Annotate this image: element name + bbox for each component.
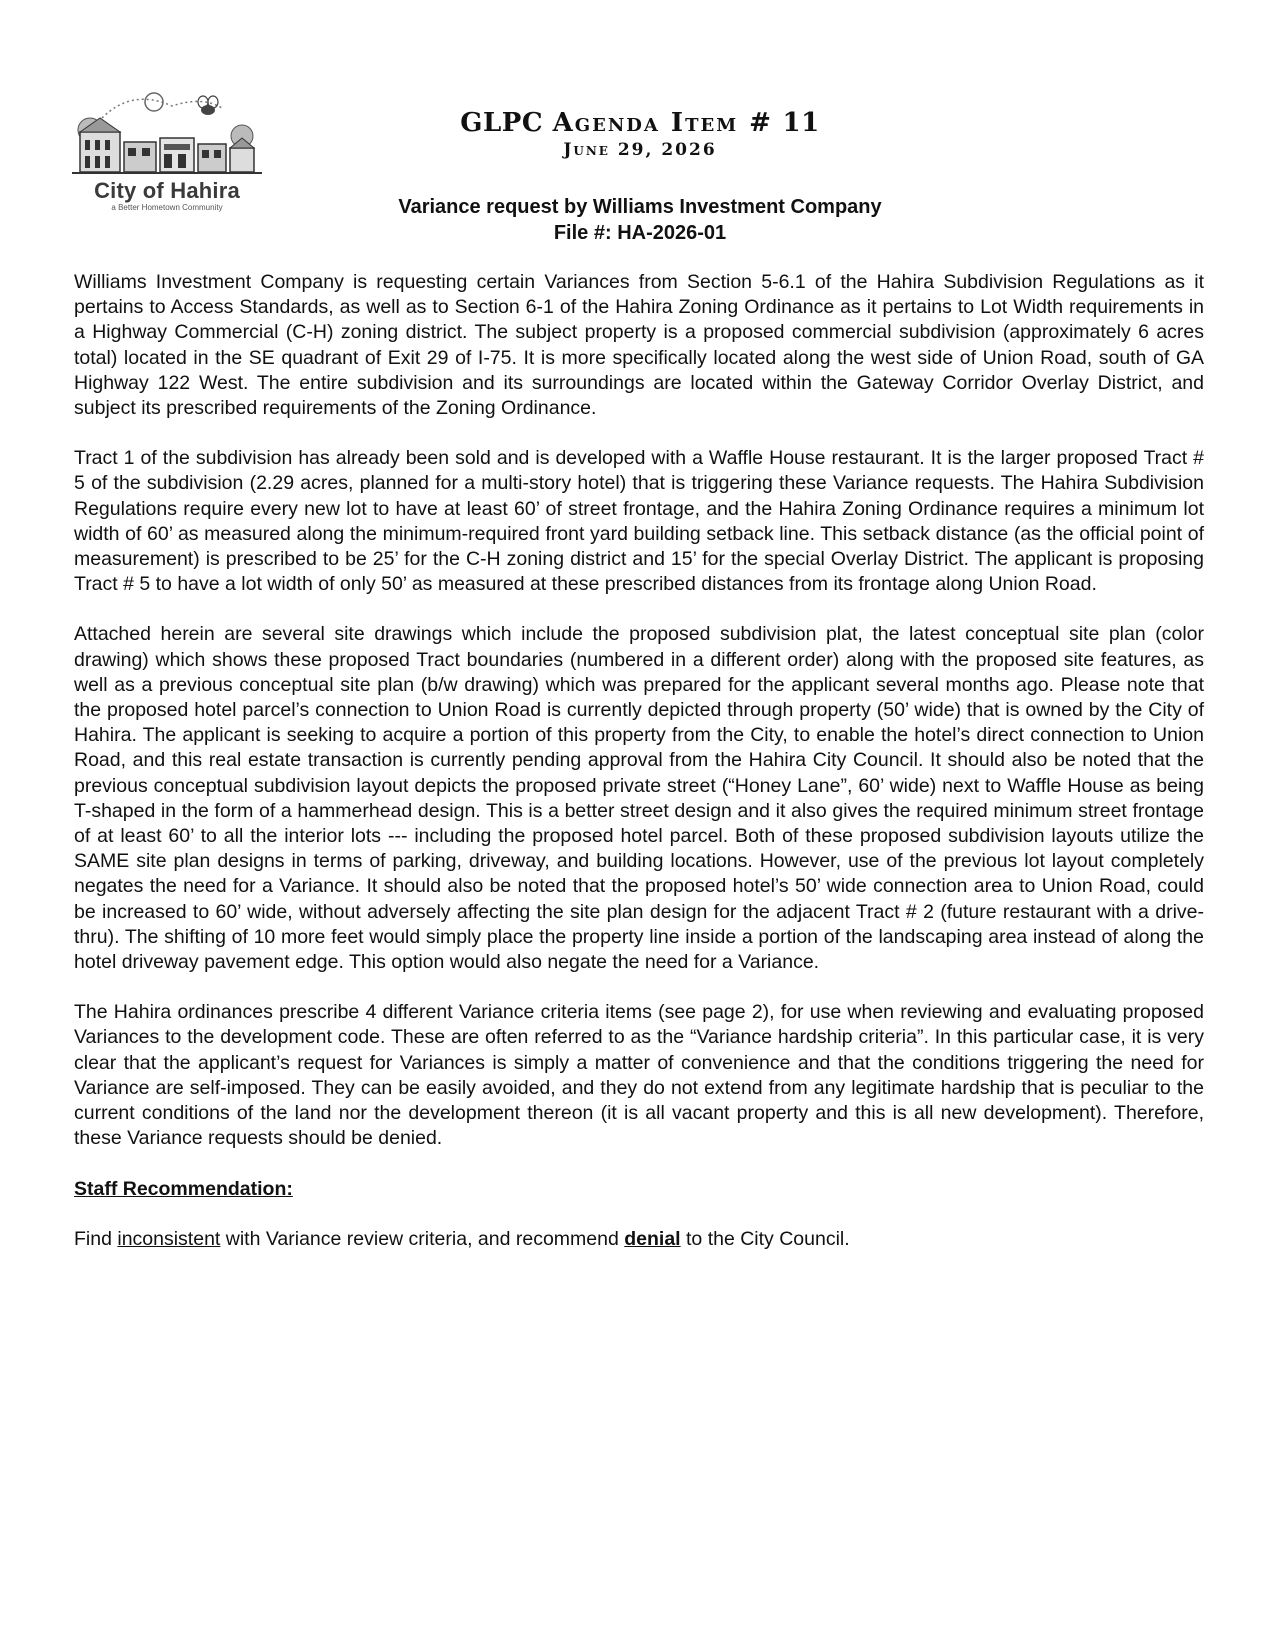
paragraph-tract-details: Tract 1 of the subdivision has already been sold and is developed with a Waffle House restaurant. It is the larger proposed Tract # 5 of the subdivision (2.29 acres, planned for a multi-story hotel) that is triggering these Variance requests. The Hahira Subdivision Regulations require every new lot to have at least 60’ of street frontage, and the Hahira Zoning Ordinance requires a minimum lot width of 60’ as measured along the minimum-required front yard building setback line. This setback distance (as the official point of measurement) is prescribed to be 25’ for the C-H zoning district and 15’ for the special Overlay District. The applicant is proposing Tract # 5 to have a lot width of only 50’ as measured at these prescribed distances from its frontage along Union Road. [74, 447, 1204, 596]
agenda-item-words: Agenda Item # [552, 108, 773, 138]
logo-tagline: a Better Hometown Community [111, 203, 223, 212]
agenda-header [330, 108, 950, 160]
paragraph-request-summary: Williams Investment Company is requesting certain Variances from Section 5-6.1 of the Hahira Subdivision Regulations as it pertains to Access Standards, as well as to Section 6-1 of the Hahira Zoning Ordinance as it pertains to Lot Width requirements in a Highway Commercial (C-H) zoning district. The subject property is a proposed commercial subdivision (approximately 6 acres total) located in the SE quadrant of Exit 29 of I-75. It is more specifically located along the west side of Union Road, south of GA Highway 122 West. The entire subdivision and its surroundings are located within the Gateway Corridor Overlay District, and subject its prescribed requirements of the Zoning Ordinance. [74, 271, 1204, 420]
recommendation-pre: Find [74, 1227, 118, 1250]
recommendation-text [74, 1227, 1204, 1252]
file-number: File #: HA-2026-01 [553, 222, 727, 244]
staff-report-body [74, 270, 1204, 1252]
agenda-prefix: GLPC [460, 108, 544, 138]
recommendation-post: to the City Council. [680, 1227, 850, 1250]
paragraph-site-drawings: Attached herein are several site drawings which include the proposed subdivision plat, the latest conceptual site plan (color drawing) which shows these proposed Tract boundaries (numbered in a different order) along with the proposed site features, as well as a previous conceptual site plan (b/w drawing) which was prepared for the applicant several months ago. Please note that the proposed hotel parcel’s connection to Union Road is currently depicted through property (50’ wide) that is owned by the City of Hahira. The applicant is seeking to acquire a portion of this property from the City, to enable the hotel’s direct connection to Union Road, and this real estate transaction is currently pending approval from the Hahira City Council. It should also be noted that the previous conceptual subdivision layout depicts the proposed private street (“Honey Lane”, 60’ wide) next to Waffle House as being T-shaped in the form of a hammerhead design. This is a better street design and it also gives the required minimum street frontage of at least 60’ to all the interior lots --- including the proposed hotel parcel. Both of these proposed subdivision layouts utilize the SAME site plan designs in terms of parking, driveway, and building locations. However, use of the previous lot layout completely negates the need for a Variance. It should also be noted that the proposed hotel’s 50’ wide connection area to Union Road, could be increased to 60’ wide, without adversely affecting the site plan design for the adjacent Tract # 2 (future restaurant with a drive-thru). The shifting of 10 more feet would simply place the property line inside a portion of the landscaping area instead of along the hotel driveway pavement edge. This option would also negate the need for a Variance. [74, 623, 1204, 974]
recommendation-mid: with Variance review criteria, and recommend [220, 1227, 625, 1250]
agenda-item-title [330, 108, 950, 138]
request-subtitle [300, 194, 980, 246]
recommendation-inconsistent: inconsistent [117, 1227, 221, 1250]
agenda-item-number: 11 [782, 108, 820, 138]
paragraph-hardship-criteria: The Hahira ordinances prescribe 4 different Variance criteria items (see page 2), for use when reviewing and evaluating proposed Variances to the development code. These are often referred to as the “Variance hardship criteria”. In this particular case, it is very clear that the applicant’s request for Variances is simply a matter of convenience and that the conditions triggering the need for Variance are self-imposed. They can be easily avoided, and they do not extend from any legitimate hardship that is peculiar to the current conditions of the land nor the development thereon (it is all vacant property and this is all new development). Therefore, these Variance requests should be denied. [74, 1001, 1204, 1150]
request-title: Variance request by Williams Investment Company [398, 196, 882, 218]
city-logo [72, 88, 262, 218]
town-buildings-icon [72, 88, 262, 180]
recommendation-heading: Staff Recommendation: [74, 1177, 293, 1200]
meeting-date: June 29, 2026 [563, 140, 717, 160]
logo-city-name: City of Hahira [94, 178, 240, 203]
recommendation-denial: denial [624, 1227, 681, 1250]
